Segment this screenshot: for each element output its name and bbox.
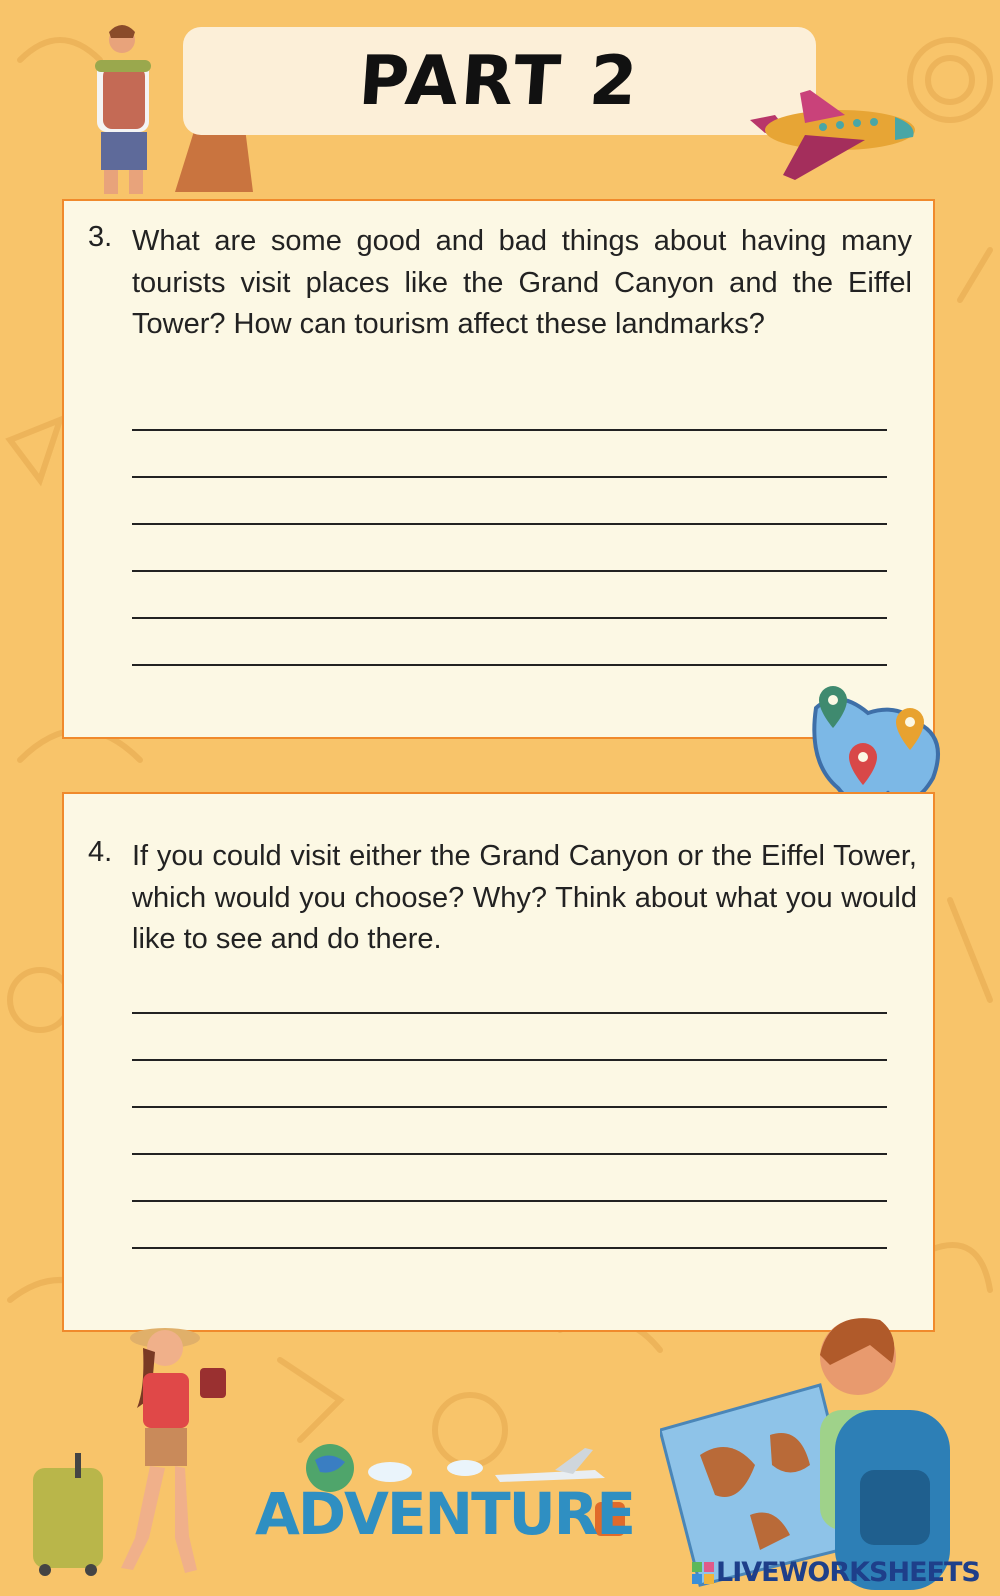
liveworksheets-mark-icon bbox=[692, 1562, 714, 1584]
answer-line[interactable] bbox=[132, 1200, 887, 1202]
answer-lines bbox=[132, 1012, 887, 1294]
answer-line[interactable] bbox=[132, 1153, 887, 1155]
question-card-4 bbox=[62, 792, 935, 1332]
answer-line[interactable] bbox=[132, 1059, 887, 1061]
answer-line[interactable] bbox=[132, 476, 887, 478]
answer-line[interactable] bbox=[132, 1106, 887, 1108]
answer-line[interactable] bbox=[132, 1012, 887, 1014]
answer-line[interactable] bbox=[132, 617, 887, 619]
question-text: If you could visit either the Grand Canyon or the Eiffel Tower, which would you choose? Why? Think about what you would like to see and do there. bbox=[132, 840, 917, 955]
answer-lines bbox=[132, 429, 887, 711]
liveworksheets-logo bbox=[692, 1557, 980, 1588]
answer-line[interactable] bbox=[132, 664, 887, 666]
airplane-icon bbox=[745, 85, 920, 190]
adventure-logo-text: ADVENTURE bbox=[255, 1480, 635, 1548]
answer-line[interactable] bbox=[132, 523, 887, 525]
question-card-3 bbox=[62, 199, 935, 739]
question-text: What are some good and bad things about having many tourists visit places like the Grand Canyon and the Eiffel Tower? How can tourism affect these landmarks? bbox=[132, 225, 912, 340]
brand-text: LIVEWORKSHEETS bbox=[716, 1557, 980, 1588]
question-number: 4. bbox=[88, 836, 113, 868]
page-title: PART 2 bbox=[356, 41, 643, 121]
boy-with-map-illustration bbox=[660, 1315, 960, 1595]
title-banner bbox=[183, 27, 816, 135]
answer-line[interactable] bbox=[132, 429, 887, 431]
answer-line[interactable] bbox=[132, 570, 887, 572]
girl-traveler-illustration bbox=[25, 1318, 240, 1583]
adventure-logo bbox=[255, 1440, 635, 1550]
answer-line[interactable] bbox=[132, 1247, 887, 1249]
question-number: 3. bbox=[88, 221, 113, 253]
